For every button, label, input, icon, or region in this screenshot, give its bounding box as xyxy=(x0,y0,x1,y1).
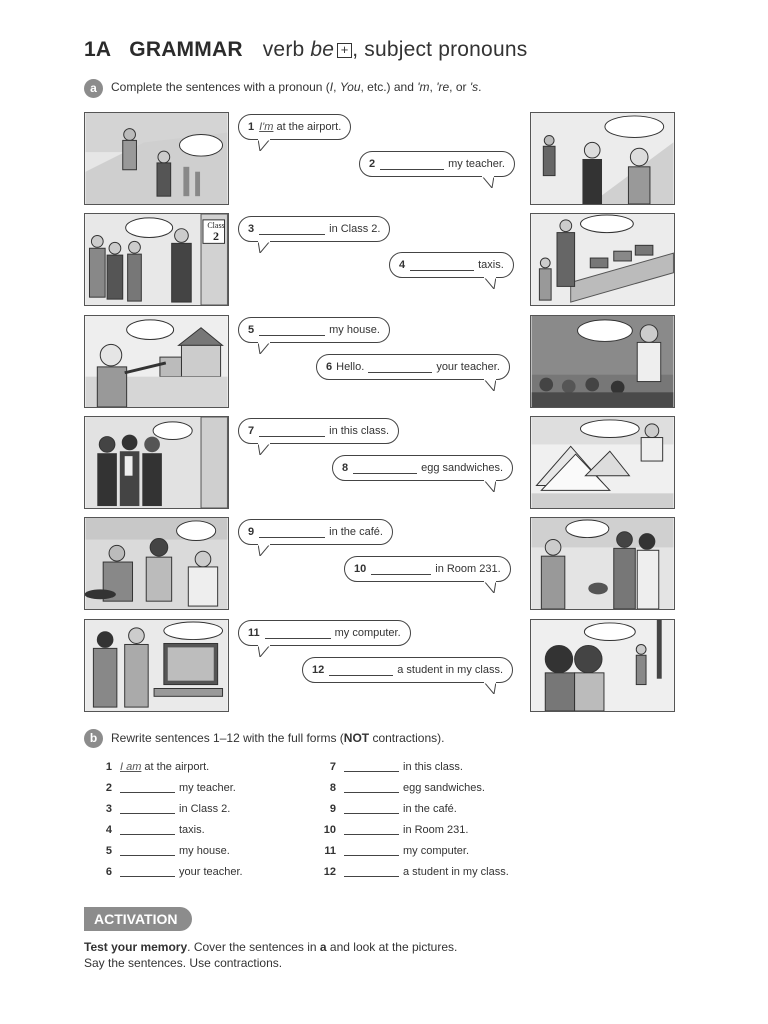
rewrite-item: 11 my computer. xyxy=(324,845,470,857)
bubble-9: 9 in the café. xyxy=(238,519,393,545)
answer-blank[interactable] xyxy=(259,223,325,235)
answer-blank[interactable] xyxy=(259,324,325,336)
bubble-7: 7 in this class. xyxy=(238,418,399,444)
topic-heading: GRAMMAR xyxy=(129,38,243,61)
bubble-tail xyxy=(258,544,270,556)
bubble-3: 3 in Class 2. xyxy=(238,216,390,242)
picture-teacher-class xyxy=(530,315,675,408)
bubble-tail xyxy=(258,342,270,354)
answer-blank[interactable] xyxy=(344,867,399,877)
answer-blank[interactable] xyxy=(120,825,175,835)
rewrite-item: 2 my teacher. xyxy=(105,782,236,794)
rewrite-item: 4 taxis. xyxy=(105,824,205,836)
answer-blank[interactable] xyxy=(368,361,432,373)
bubble-4: 4 taxis. xyxy=(389,252,514,278)
bubble-10: 10 in Room 231. xyxy=(344,556,511,582)
section-b-instruction: Rewrite sentences 1–12 with the full forms (NOT contractions). xyxy=(111,731,445,745)
answer-blank[interactable] xyxy=(380,158,444,170)
rewrite-item: 12 a student in my class. xyxy=(323,866,509,878)
answer-blank[interactable] xyxy=(371,563,431,575)
picture-classroom xyxy=(84,213,229,306)
bubble-tail xyxy=(258,645,270,657)
section-b-badge: b xyxy=(84,729,103,748)
bubble-tail xyxy=(484,682,496,694)
activation-line-1: Test your memory. Cover the sentences in a and look at the pictures. xyxy=(84,940,458,954)
answer-blank[interactable] xyxy=(120,804,175,814)
bubble-tail xyxy=(484,581,496,593)
rewrite-item: 10 in Room 231. xyxy=(323,824,469,836)
class-sign-label: Class xyxy=(207,221,225,230)
answer-blank[interactable] xyxy=(353,462,417,474)
answer-blank[interactable] xyxy=(410,259,474,271)
answer-blank[interactable] xyxy=(259,425,325,437)
class-sign-number: 2 xyxy=(213,229,219,243)
answer-blank[interactable] xyxy=(259,526,325,538)
example-answer: I'm xyxy=(259,121,274,133)
rewrite-item: 8 egg sandwiches. xyxy=(329,782,485,794)
answer-blank[interactable] xyxy=(344,762,399,772)
bubble-tail xyxy=(484,277,496,289)
bubble-tail xyxy=(258,443,270,455)
answer-blank[interactable] xyxy=(344,825,399,835)
bubble-11: 11 my computer. xyxy=(238,620,411,646)
rewrite-item: 1 I am at the airport. xyxy=(105,761,210,773)
bubble-tail xyxy=(258,241,270,253)
bubble-5: 5 my house. xyxy=(238,317,390,343)
rewrite-item: 7 in this class. xyxy=(329,761,463,773)
bubble-6: 6 Hello. your teacher. xyxy=(316,354,510,380)
bubble-12: 12 a student in my class. xyxy=(302,657,513,683)
activation-label: ACTIVATION xyxy=(84,907,192,931)
answer-blank[interactable] xyxy=(344,783,399,793)
picture-street xyxy=(530,619,675,712)
bubble-8: 8 egg sandwiches. xyxy=(332,455,513,481)
answer-blank[interactable] xyxy=(120,846,175,856)
answer-blank[interactable] xyxy=(265,627,331,639)
section-a-badge: a xyxy=(84,79,103,98)
bubble-tail xyxy=(482,176,494,188)
answer-blank[interactable] xyxy=(120,783,175,793)
picture-students xyxy=(84,416,229,509)
answer-blank[interactable] xyxy=(120,867,175,877)
bubble-tail xyxy=(484,480,496,492)
picture-house xyxy=(84,315,229,408)
unit-number: 1A xyxy=(84,38,112,61)
picture-room xyxy=(530,517,675,610)
activation-line-2: Say the sentences. Use contractions. xyxy=(84,956,283,970)
section-a-instruction: Complete the sentences with a pronoun (I, You, etc.) and 'm, 're, or 's. xyxy=(111,80,482,94)
picture-taxis xyxy=(530,213,675,306)
answer-blank[interactable] xyxy=(344,846,399,856)
rewrite-item: 6 your teacher. xyxy=(105,866,243,878)
page-title xyxy=(84,38,527,62)
bubble-1: 1 I'm at the airport. xyxy=(238,114,351,140)
picture-airport xyxy=(84,112,229,205)
bubble-tail xyxy=(258,139,270,151)
example-answer: I am xyxy=(120,761,142,773)
bubble-2: 2 my teacher. xyxy=(359,151,515,177)
rewrite-item: 3 in Class 2. xyxy=(105,803,231,815)
picture-cafe xyxy=(84,517,229,610)
bubble-tail xyxy=(484,379,496,391)
rewrite-item: 9 in the café. xyxy=(329,803,457,815)
picture-sandwiches xyxy=(530,416,675,509)
picture-computer xyxy=(84,619,229,712)
plus-icon: + xyxy=(337,43,352,58)
rewrite-item: 5 my house. xyxy=(105,845,230,857)
answer-blank[interactable] xyxy=(344,804,399,814)
topic-subtitle: verb be + , subject pronouns xyxy=(262,38,528,61)
answer-blank[interactable] xyxy=(329,664,393,676)
picture-teacher xyxy=(530,112,675,205)
